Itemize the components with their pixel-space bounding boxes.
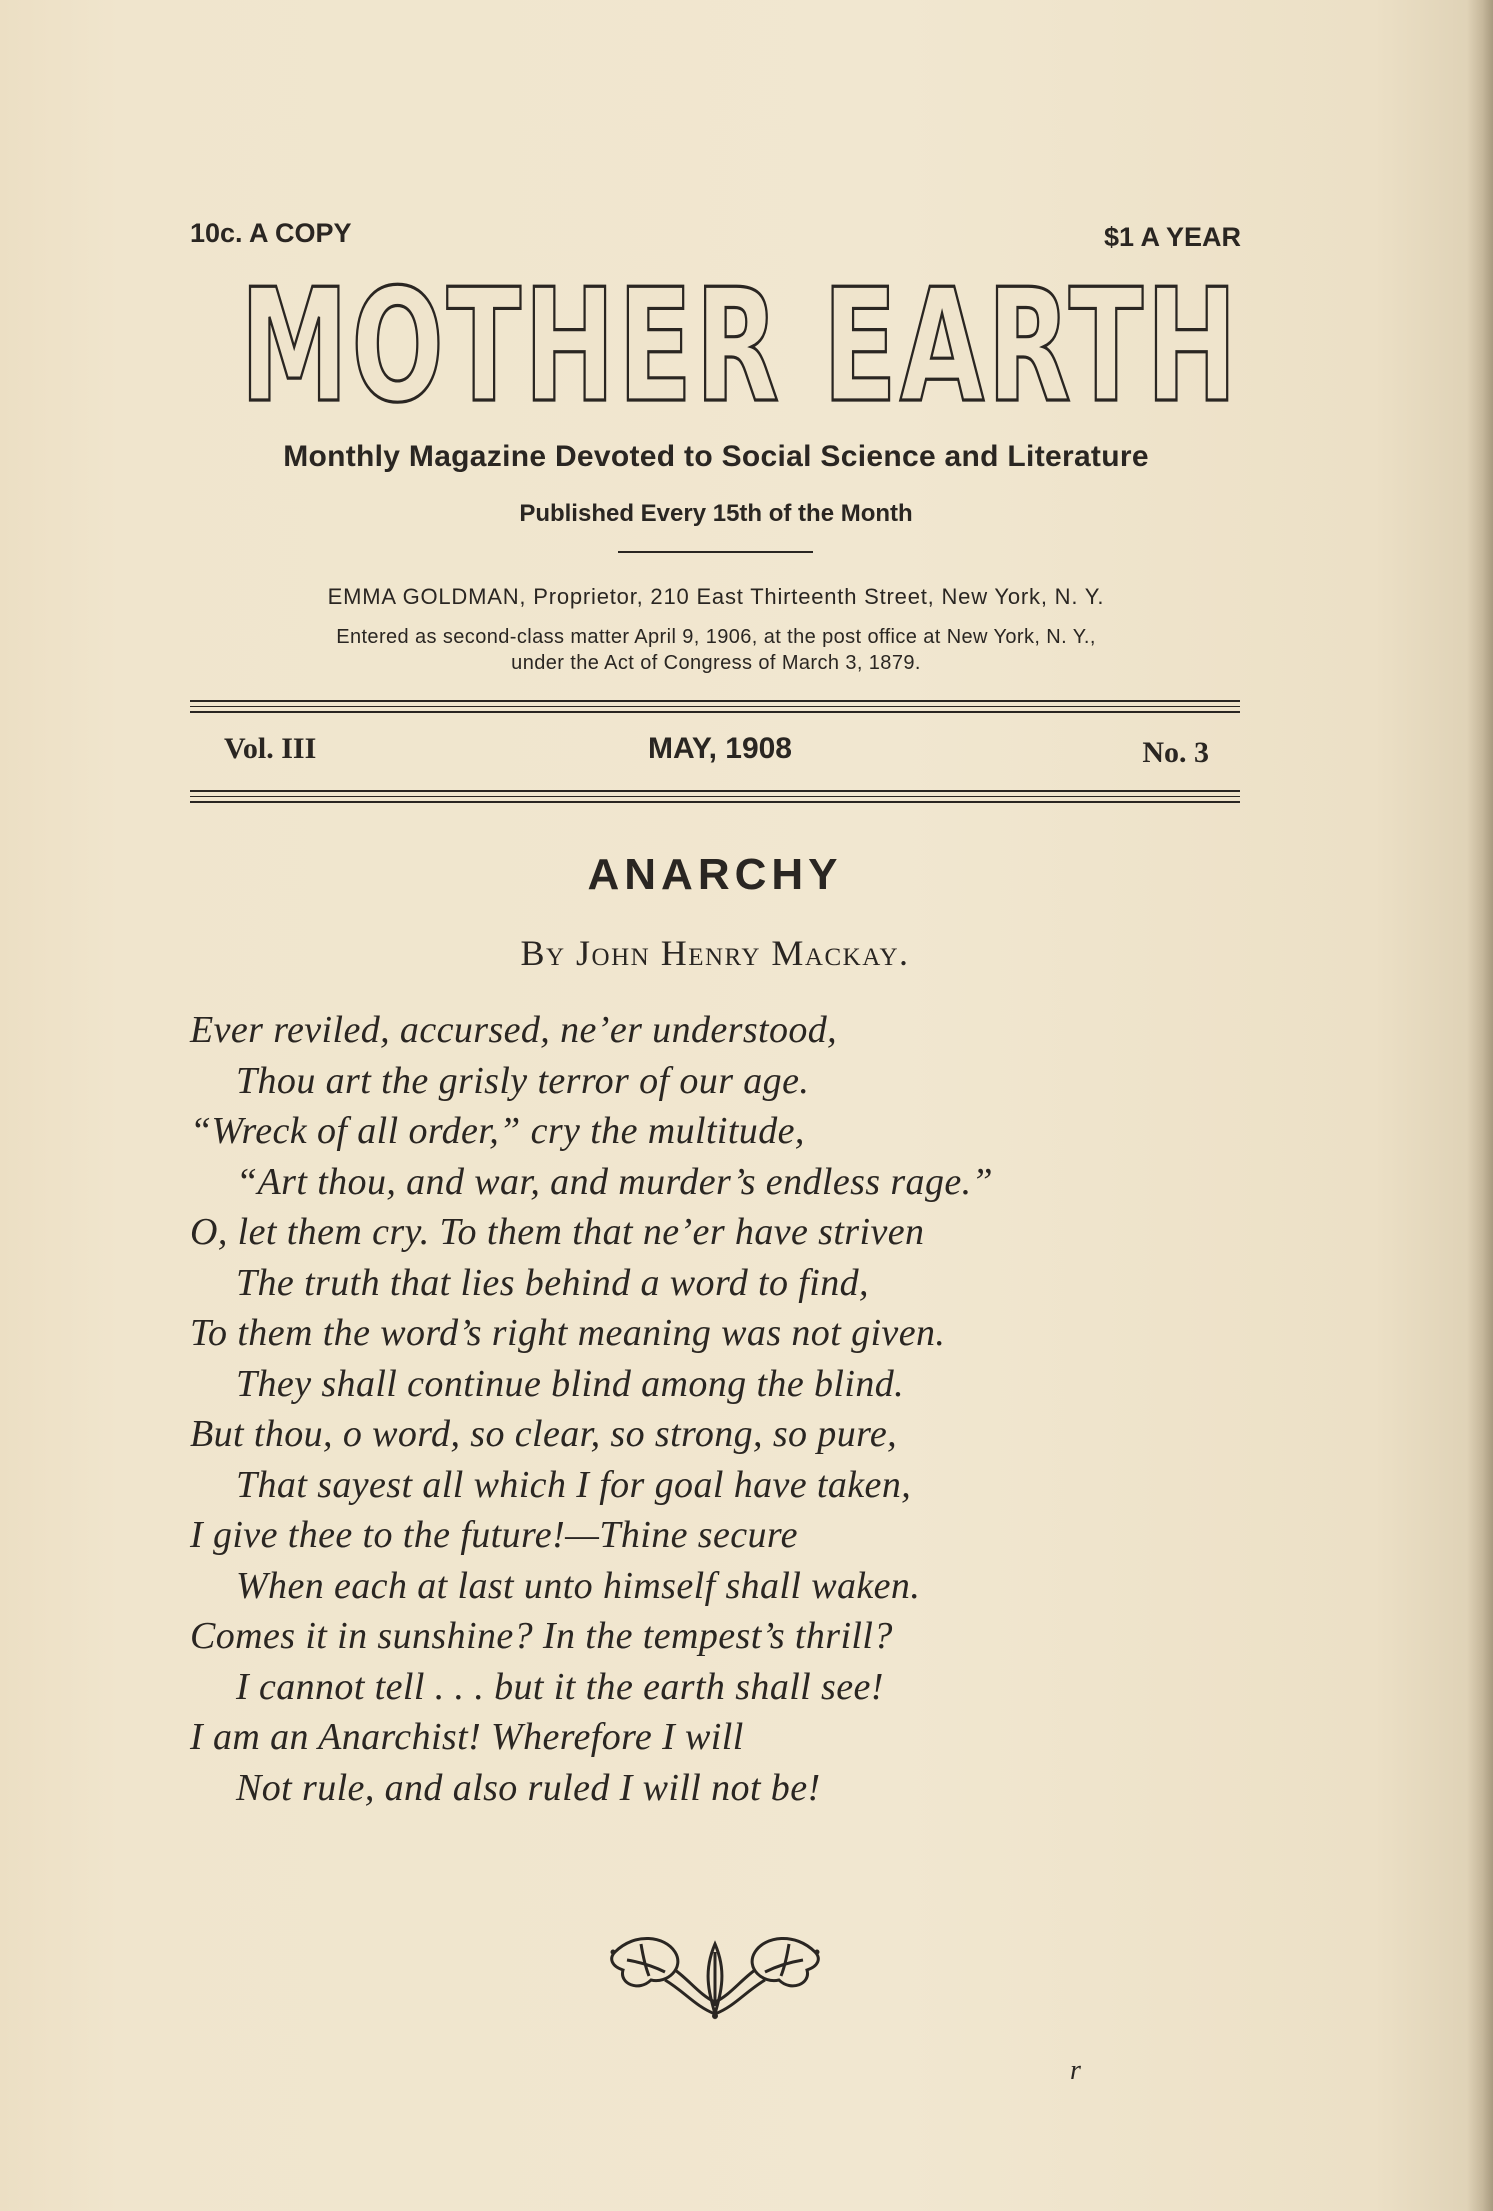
issue-date: MAY, 1908 (648, 732, 792, 765)
mailing-notice (186, 624, 1246, 676)
poem-line: Ever reviled, accursed, ne’er understood, (190, 1009, 838, 1051)
proprietor-line: EMMA GOLDMAN, Proprietor, 210 East Thirteenth Street, New York, N. Y. (327, 584, 1105, 609)
stray-ink-mark: r (1070, 2055, 1081, 2086)
page-edge-shadow (1467, 0, 1493, 2211)
poem-line: I cannot tell . . . but it the earth shall see! (236, 1665, 884, 1708)
poem-line: When each at last unto himself shall waken. (236, 1564, 921, 1607)
poem-line: But thou, o word, so clear, so strong, so pure, (190, 1413, 898, 1455)
poem-line: “Art thou, and war, and murder’s endless rage.” (236, 1160, 994, 1203)
masthead-title (220, 262, 1260, 422)
bottom-double-rule-c (190, 801, 1240, 803)
poem-byline: By John Henry Mackay. (520, 933, 910, 973)
masthead-text: MOTHER EARTH (240, 262, 1240, 422)
price-per-copy: 10c. A COPY (190, 218, 352, 248)
publication-schedule: Published Every 15th of the Month (519, 500, 913, 527)
poem-line: Not rule, and also ruled I will not be! (236, 1766, 821, 1809)
poem-line: To them the word’s right meaning was not given. (190, 1312, 946, 1354)
poem-line: That sayest all which I for goal have taken, (236, 1463, 912, 1506)
bottom-double-rule-a (190, 790, 1240, 792)
poem-body (190, 1005, 1250, 1813)
poem-line: Thou art the grisly terror of our age. (236, 1059, 810, 1102)
price-per-year: $1 A YEAR (1103, 222, 1241, 252)
poem-line: Comes it in sunshine? In the tempest’s thrill? (190, 1615, 893, 1657)
poem-line: The truth that lies behind a word to find, (236, 1261, 869, 1304)
top-double-rule-a (190, 700, 1240, 702)
mailing-notice-line-1: Entered as second-class matter April 9, 1906, at the post office at New York, N. Y., (336, 626, 1096, 648)
volume-label: Vol. III (224, 732, 317, 765)
top-double-rule-c (190, 711, 1240, 713)
short-divider (618, 551, 813, 553)
mailing-notice-line-2: under the Act of Congress of March 3, 1879. (511, 652, 921, 674)
poem-line: They shall continue blind among the blind. (236, 1362, 905, 1405)
poem-title: ANARCHY (587, 850, 843, 899)
bottom-double-rule-b (190, 796, 1240, 797)
floral-ornament-icon (605, 1922, 825, 2022)
poem-line: I give thee to the future!—Thine secure (190, 1514, 798, 1556)
issue-number: No. 3 (1142, 736, 1209, 769)
top-double-rule-b (190, 706, 1240, 707)
poem-line: O, let them cry. To them that ne’er have striven (190, 1211, 925, 1253)
poem-line: “Wreck of all order,” cry the multitude, (190, 1110, 805, 1152)
poem-line: I am an Anarchist! Wherefore I will (190, 1716, 744, 1758)
magazine-subtitle: Monthly Magazine Devoted to Social Science and Literature (283, 440, 1149, 473)
